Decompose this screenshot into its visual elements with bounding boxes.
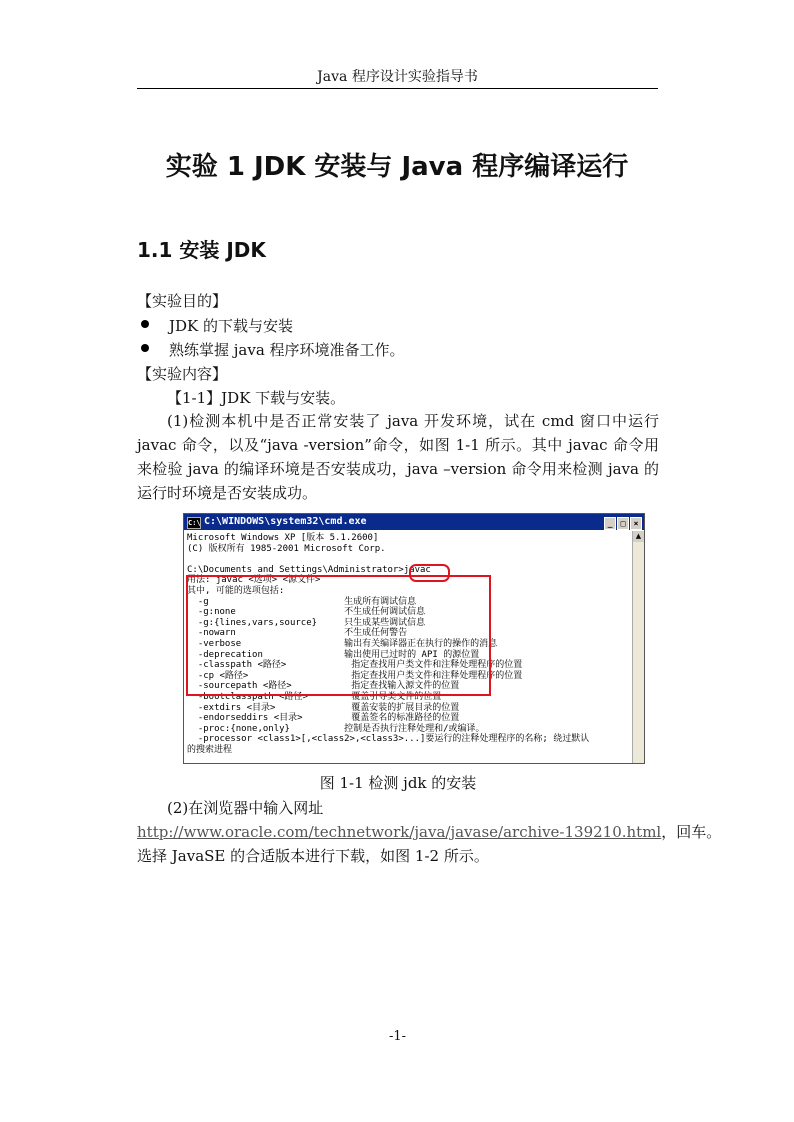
cmd-line: -extdirs <目录> 覆盖安装的扩展目录的位置 [187,702,460,713]
page-header: Java 程序设计实验指导书 [317,69,478,85]
cmd-line: -bootclasspath <路径> 覆盖引导类文件的位置 [187,691,442,702]
scroll-up-icon: ▲ [633,531,644,542]
cmd-line: 的搜索进程 [187,744,233,755]
cmd-line: -endorseddirs <目录> 覆盖签名的标准路径的位置 [187,713,460,724]
cmd-line [187,554,629,565]
figure-caption: 图 1-1 检测 jdk 的安装 [319,774,477,792]
bullet-dot [141,344,149,352]
bullet-item-1: JDK 的下载与安装 [169,317,294,335]
purpose-label: 【实验目的】 [137,292,228,310]
cmd-line: 其中, 可能的选项包括: [187,585,285,596]
step1-paragraph [137,409,659,505]
cmd-line: -proc:{none,only} 控制是否执行注释处理和/或编译。 [187,723,485,734]
cmd-line: -processor <class1>[,<class2>,<class3>...]要运行的注释处理程序的名称; 绕过默认 [187,734,590,745]
page-number: -1- [388,1029,407,1044]
cmd-line: Microsoft Windows XP [版本 5.1.2600] [187,533,379,543]
archive-link[interactable]: http://www.oracle.com/technetwork/java/javase/archive-139210.html [137,823,662,841]
cmd-line: -sourcepath <路径> 指定查找输入源文件的位置 [187,681,460,692]
chapter-title: 实验 1 JDK 安装与 Java 程序编译运行 [165,152,629,182]
step2-text: (2)在浏览器中输入网址 [167,799,324,817]
cmd-scrollbar [632,531,644,763]
cmd-title: C:\WINDOWS\system32\cmd.exe [204,516,367,527]
cmd-line: -verbose 输出有关编译器正在执行的操作的消息 [187,638,498,649]
close-icon: × [630,517,642,530]
url-line [137,821,721,842]
cmd-line: -g:{lines,vars,source} 只生成某些调试信息 [187,617,426,628]
cmd-line: -g 生成所有调试信息 [187,596,417,607]
url-suffix: ，回车。 [661,823,722,841]
cmd-line: 用法: javac <选项> <源文件> [187,575,321,586]
cmd-line: -cp <路径> 指定查找用户类文件和注释处理程序的位置 [187,670,523,681]
cmd-window-screenshot [183,513,645,764]
cmd-titlebar [184,514,644,530]
content-label: 【实验内容】 [137,365,228,383]
cmd-line: C:\Documents and Settings\Administrator>javac [187,564,431,575]
cmd-line: -g:none 不生成任何调试信息 [187,607,426,618]
step2-detail: 选择 JavaSE 的合适版本进行下载，如图 1-2 所示。 [137,847,489,865]
section-heading: 1.1 安装 JDK [137,238,266,262]
highlight-usage-box [186,575,491,696]
task-heading: 【1-1】JDK 下载与安装。 [167,389,346,407]
maximize-icon: □ [617,517,629,530]
cmd-line: -nowarn 不生成任何警告 [187,628,408,639]
cmd-line: (C) 版权所有 1985-2001 Microsoft Corp. [187,543,386,554]
step1-text: (1)检测本机中是否正常安装了 java 开发环境，试在 cmd 窗口中运行 javac 命令，以及“java -version”命令，如图 1-1 所示。其中 javac 命令用来检验 java 的编译环境是否安装成功，java –version 命令用来检测 java 的运行时环境是否安装成功。 [137,412,659,502]
header-rule [137,88,658,89]
cmd-line: -deprecation 输出使用已过时的 API 的源位置 [187,649,480,660]
window-controls [603,516,642,532]
cmd-icon: C:\ [188,519,201,527]
bullet-item-2: 熟练掌握 java 程序环境准备工作。 [169,341,405,359]
cmd-line: -classpath <路径> 指定查找用户类文件和注释处理程序的位置 [187,660,523,671]
minimize-icon: _ [604,517,616,530]
bullet-dot [141,320,149,328]
